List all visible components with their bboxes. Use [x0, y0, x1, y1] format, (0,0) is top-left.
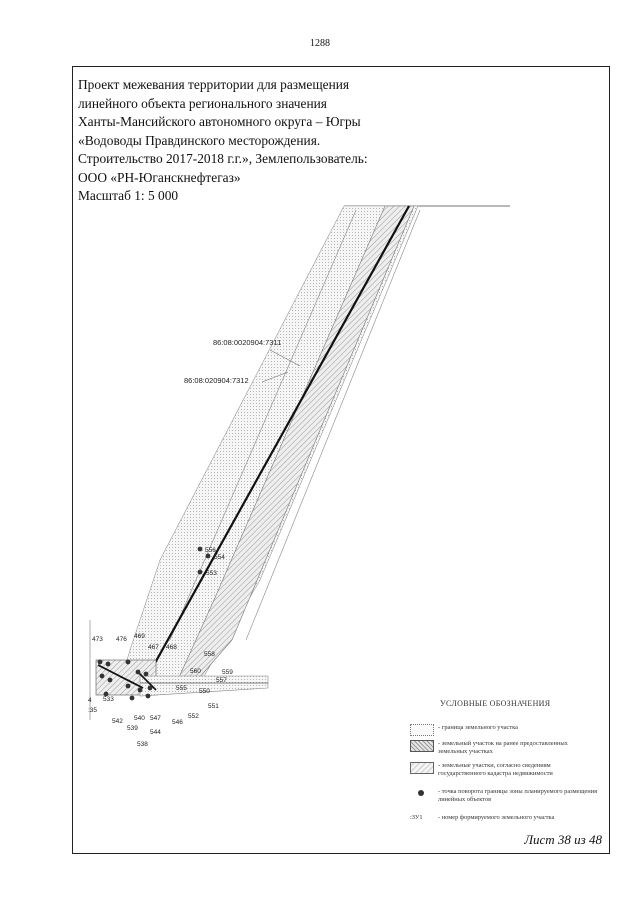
- point-label: :35: [88, 707, 98, 714]
- parcel-label: 86:08:020904:7312: [184, 376, 249, 385]
- boundary-point: [148, 686, 153, 691]
- boundary-point: [146, 694, 151, 699]
- hatched-parcel-icon: [410, 740, 434, 752]
- point-label: 469: [134, 633, 145, 640]
- point-label: 467: [148, 644, 159, 651]
- point-label: 542: [112, 718, 123, 725]
- boundary-point: [126, 660, 131, 665]
- page-number: 1288: [310, 38, 330, 49]
- title-line: Ханты-Мансийского автономного округа – Югры: [78, 114, 361, 129]
- corridor-hatched-strip: [176, 206, 414, 686]
- point-label: 550: [199, 688, 210, 695]
- point-label: 538: [137, 741, 148, 748]
- scale-label: Масштаб 1: 5 000: [78, 188, 179, 203]
- boundary-point: [198, 547, 203, 552]
- point-label: 556: [205, 547, 216, 554]
- point-label: 473: [92, 636, 103, 643]
- boundary-point: [100, 674, 105, 679]
- boundary-point: [198, 570, 203, 575]
- point-label: 559: [222, 669, 233, 676]
- point-label: 547: [150, 715, 161, 722]
- point-label: 555: [176, 685, 187, 692]
- point-label: 544: [150, 729, 161, 736]
- legend-item-text: - земельные участки, согласно сведениям государственного кадастра недвижимости: [438, 762, 553, 777]
- boundary-dotted-icon: [410, 724, 434, 736]
- parcel-label: 86:08:0020904:7311: [213, 338, 282, 347]
- boundary-point: [138, 688, 143, 693]
- pipeline-line: [140, 206, 409, 690]
- point-label: 557: [216, 677, 227, 684]
- title-line: Строительство 2017-2018 г.г.», Землепользователь:: [78, 151, 368, 166]
- corridor-edge-line: [170, 210, 356, 640]
- point-label: 560: [190, 668, 201, 675]
- point-label: 546: [172, 719, 183, 726]
- boundary-point: [206, 554, 211, 559]
- point-label: 539: [127, 725, 138, 732]
- boundary-point: [130, 696, 135, 701]
- boundary-point: [126, 684, 131, 689]
- point-label: 4: [88, 697, 92, 704]
- point-label: 553: [206, 570, 217, 577]
- title-line: ООО «РН-Юганскнефтегаз»: [78, 169, 241, 185]
- legend-item-text: - граница земельного участка: [438, 724, 519, 731]
- point-label: 540: [134, 715, 145, 722]
- point-label: 533: [103, 696, 114, 703]
- boundary-point: [136, 670, 141, 675]
- boundary-point: [144, 672, 149, 677]
- title-line: Проект межевания территории для размещения: [78, 77, 350, 92]
- legend-title: УСЛОВНЫЕ ОБОЗНАЧЕНИЯ: [440, 699, 551, 708]
- parcel-code-symbol: :ЗУ1: [410, 814, 423, 821]
- boundary-point: [108, 678, 113, 683]
- legend-item-text: - точка поворота границы зоны планируемого размещения линейных объектов: [438, 788, 598, 803]
- legend-item-text: - номер формируемого земельного участка: [438, 814, 555, 821]
- point-dot-icon: [418, 790, 424, 796]
- point-label: 551: [208, 703, 219, 710]
- point-label: 476: [116, 636, 127, 643]
- legend-item-text: - земельный участок на ранее предоставленных земельных участках: [438, 740, 568, 755]
- sheet-label: Лист 38 из 48: [524, 832, 602, 847]
- title-line: «Водоводы Правдинского месторождения.: [78, 132, 321, 148]
- registry-parcel-icon: [410, 762, 434, 774]
- boundary-point: [98, 660, 103, 665]
- boundary-point: [106, 662, 111, 667]
- point-label: 468: [166, 644, 177, 651]
- point-label: 554: [214, 554, 225, 561]
- point-label: 552: [188, 713, 199, 720]
- point-label: 558: [204, 651, 215, 658]
- title-line: линейного объекта регионального значения: [78, 95, 327, 111]
